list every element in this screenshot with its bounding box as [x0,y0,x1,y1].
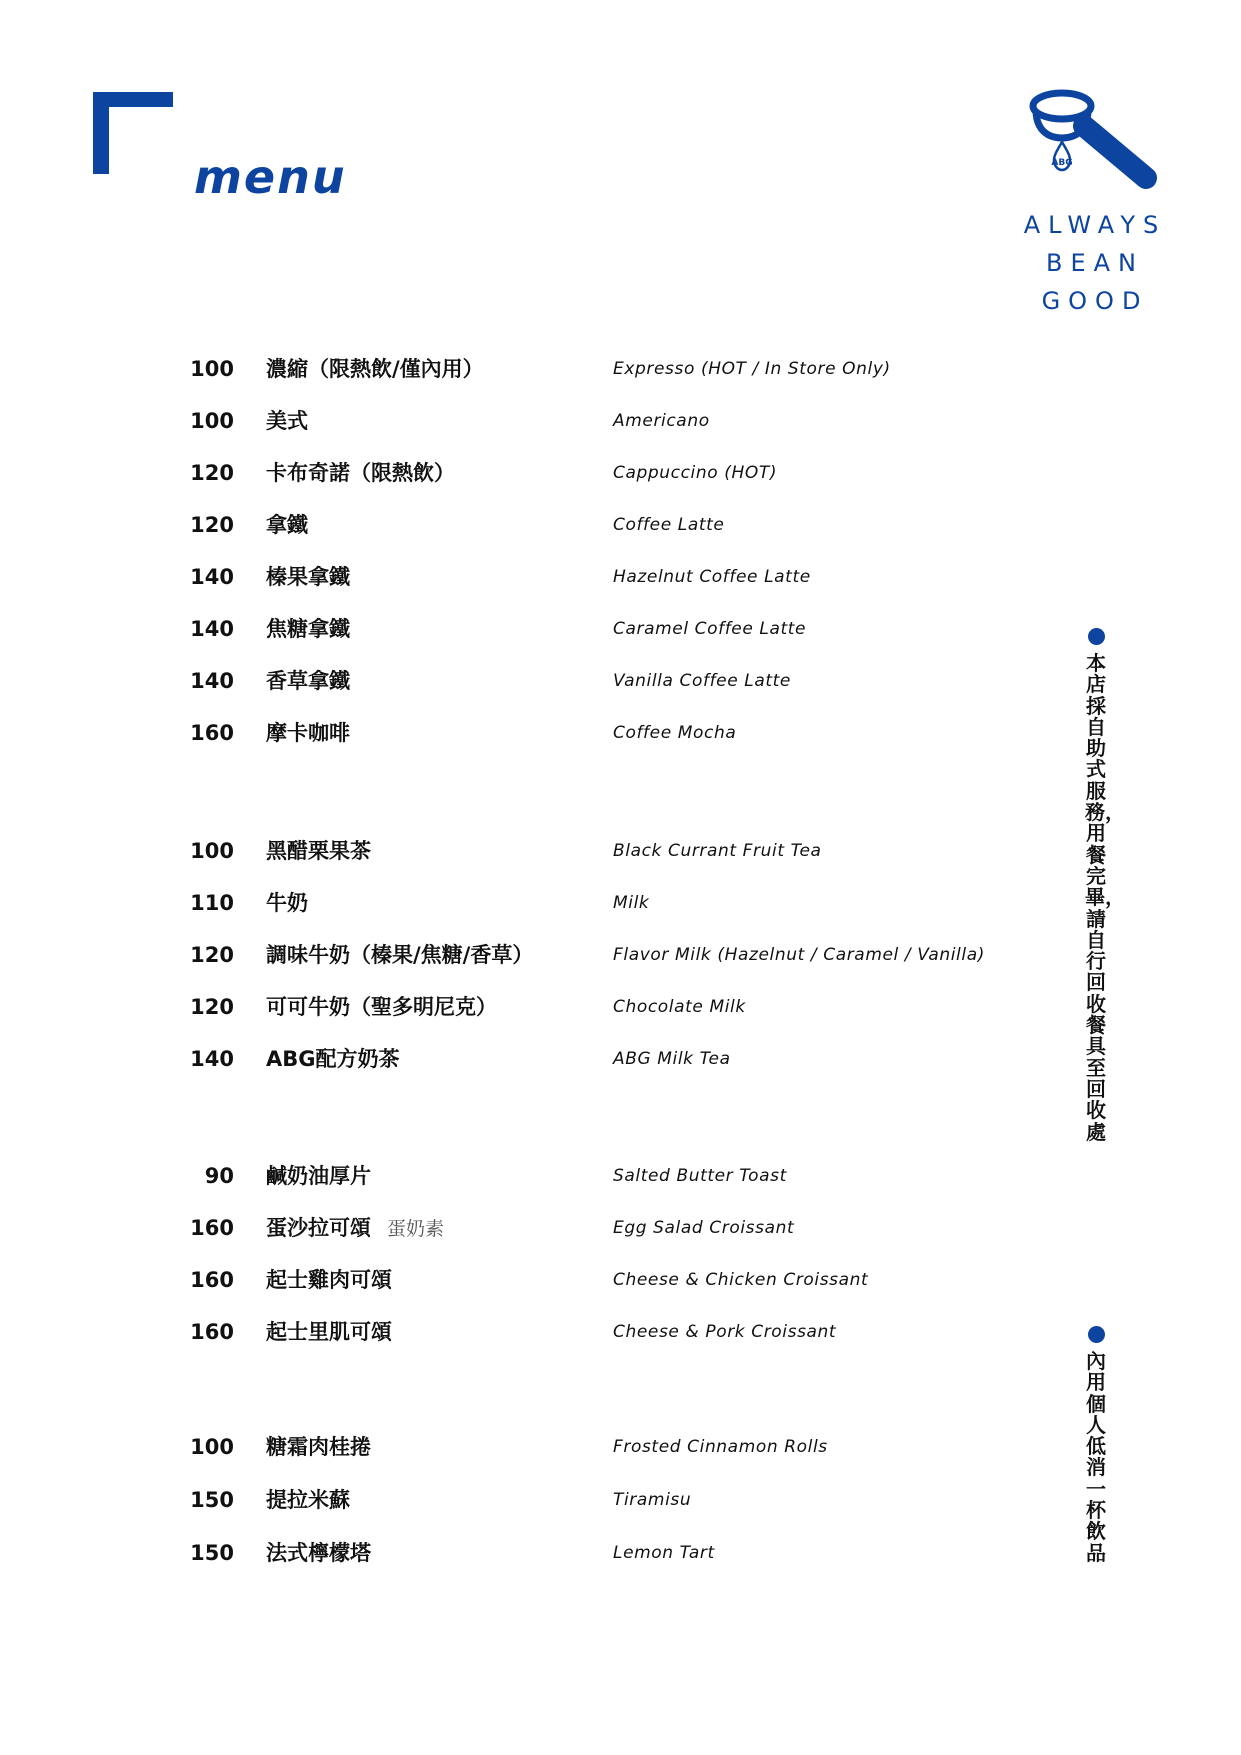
item-name-en: Hazelnut Coffee Latte [613,567,811,587]
item-name-en: Milk [613,893,650,913]
item-price: 140 [190,1047,234,1071]
item-name-zh: 鹹奶油厚片 [266,1164,371,1188]
item-name-zh: 卡布奇諾（限熱飲） [266,461,455,485]
item-price: 160 [190,721,234,745]
item-name-zh: 榛果拿鐵 [266,565,350,589]
item-name-en: Americano [613,411,710,431]
menu-item [0,1158,1080,1194]
menu-item [0,559,1080,595]
item-name-zh: 提拉米蘇 [266,1488,350,1512]
menu-item [0,1429,1080,1465]
item-name-zh: 香草拿鐵 [266,669,350,693]
item-name-zh: 黑醋栗果茶 [266,839,371,863]
menu-item [0,715,1080,751]
menu-item [0,1535,1080,1571]
item-name-en: Coffee Mocha [613,723,737,743]
side-note-self-service [1083,628,1125,1144]
item-price: 150 [190,1541,234,1565]
dietary-note: 蛋奶素 [387,1218,445,1240]
item-name-en: Lemon Tart [613,1543,715,1563]
item-price: 140 [190,565,234,589]
item-name-zh-text: 蛋沙拉可頌 [266,1216,371,1240]
item-price: 120 [190,461,234,485]
brand-line-1: ALWAYS [1023,211,1167,239]
item-name-zh: 摩卡咖啡 [266,721,350,745]
item-name-en: Cheese & Chicken Croissant [613,1270,869,1290]
menu-item [0,1262,1080,1298]
item-name-zh: 可可牛奶（聖多明尼克） [266,995,497,1019]
item-name-zh [266,1210,444,1247]
menu-item [0,611,1080,647]
corner-bracket-icon [93,92,173,174]
menu-item [0,351,1080,387]
item-name-en: Tiramisu [613,1490,692,1510]
item-name-zh: 拿鐵 [266,513,308,537]
item-name-en: Expresso (HOT / In Store Only) [613,359,891,379]
menu-item [0,663,1080,699]
menu-item [0,507,1080,543]
item-name-en: Cappuccino (HOT) [613,463,778,483]
item-name-zh: 調味牛奶（榛果/焦糖/香草） [266,943,534,967]
item-price: 140 [190,669,234,693]
item-price: 90 [204,1164,234,1188]
menu-item [0,885,1080,921]
item-name-en: Frosted Cinnamon Rolls [613,1437,828,1457]
item-name-en: Black Currant Fruit Tea [613,841,822,861]
menu-item [0,403,1080,439]
menu-item [0,1210,1080,1246]
item-price: 120 [190,513,234,537]
item-name-en: Cheese & Pork Croissant [613,1322,837,1342]
side-note-minimum-charge [1083,1326,1109,1564]
item-name-zh: 起士雞肉可頌 [266,1268,392,1292]
menu-item [0,937,1080,973]
item-price: 120 [190,943,234,967]
item-name-zh: 濃縮（限熱飲/僅內用） [266,357,484,381]
menu-item [0,833,1080,869]
item-name-en: ABG Milk Tea [613,1049,731,1069]
item-name-zh: ABG配方奶茶 [266,1047,400,1071]
item-name-en: Egg Salad Croissant [613,1218,795,1238]
item-price: 100 [190,839,234,863]
item-price: 100 [190,1435,234,1459]
item-price: 160 [190,1320,234,1344]
item-price: 140 [190,617,234,641]
item-price: 150 [190,1488,234,1512]
brand-line-2: BEAN [1046,249,1144,277]
item-price: 110 [190,891,234,915]
item-name-en: Caramel Coffee Latte [613,619,807,639]
bullet-dot-icon [1088,628,1105,645]
item-price: 160 [190,1268,234,1292]
item-price: 120 [190,995,234,1019]
item-name-zh: 法式檸檬塔 [266,1541,371,1565]
menu-item [0,1314,1080,1350]
item-name-en: Coffee Latte [613,515,725,535]
item-name-zh: 牛奶 [266,891,308,915]
item-name-zh: 糖霜肉桂捲 [266,1435,371,1459]
menu-item [0,1041,1080,1077]
item-name-en: Vanilla Coffee Latte [613,671,791,691]
item-name-en: Flavor Milk (Hazelnut / Caramel / Vanilla) [613,945,985,965]
menu-item [0,455,1080,491]
menu-item [0,989,1080,1025]
side-note-text: 內用個人低消一杯飲品 [1086,1349,1106,1565]
item-name-en: Chocolate Milk [613,997,746,1017]
item-price: 100 [190,357,234,381]
page-title: menu [194,150,347,204]
item-name-en: Salted Butter Toast [613,1166,787,1186]
brand-line-3: GOOD [1041,287,1149,315]
menu-item [0,1482,1080,1518]
item-name-zh: 美式 [266,409,308,433]
portafilter-logo-icon [1028,86,1158,198]
logo-initials: ABG [1051,158,1073,168]
item-name-zh: 焦糖拿鐵 [266,617,350,641]
item-name-zh: 起士里肌可頌 [266,1320,392,1344]
item-price: 100 [190,409,234,433]
side-note-text: 本店採自助式服務，用餐完畢，請自行回收餐具至回收處 [1085,651,1125,1144]
item-price: 160 [190,1216,234,1240]
bullet-dot-icon [1088,1326,1105,1343]
